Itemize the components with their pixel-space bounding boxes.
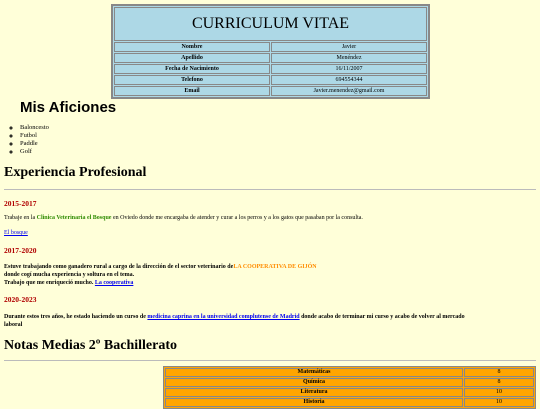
divider (4, 360, 536, 361)
cv-title: CURRICULUM VITAE (114, 7, 427, 41)
hobbies-list (8, 124, 49, 156)
cv-row-nombre (114, 42, 427, 52)
subject-cell: Literatura (165, 388, 463, 397)
experiencia-heading: Experiencia Profesional (4, 165, 147, 180)
cv-row-telefono (114, 75, 427, 85)
cv-table (111, 4, 430, 99)
cv-label: Telefono (114, 75, 270, 85)
grade-cell: 8 (464, 378, 534, 387)
subject-cell: Matemáticas (165, 368, 463, 377)
text: donde cogí mucha experiencia y soltura en el tema. (4, 272, 135, 278)
aficiones-heading: Mis Aficiones (20, 99, 117, 116)
experience-text (4, 263, 534, 287)
grade-cell: 10 (464, 388, 534, 397)
cv-label: Nombre (114, 42, 270, 52)
text: Estuve trabajando como ganadero rural a cargo de la dirección de el sector veterinario de (4, 264, 234, 270)
text: en Oviedo donde me encargaba de atender y curar a los perros y a los gatos que pasaban por la consulta. (111, 215, 363, 221)
cv-value: Javier.menendez@gmail.com (271, 86, 427, 96)
subject-cell: Química (165, 378, 463, 387)
list-item: ◦ Paddle (20, 140, 49, 148)
text: Trabajo que me enriqueció mucho. (4, 280, 95, 286)
cv-value: Javier (271, 42, 427, 52)
list-item: ◦ Baloncesto (20, 124, 49, 132)
experience-text (4, 313, 534, 329)
table-row (165, 368, 534, 377)
year-heading: 2015-2017 (4, 199, 37, 208)
cv-label: Fecha de Nacimiento (114, 64, 270, 74)
cv-label: Apellido (114, 53, 270, 63)
notas-table (163, 366, 536, 409)
cooperativa-name: LA COOPERATIVA DE GIJÓN (233, 264, 317, 270)
text: Trabaje en la (4, 215, 37, 221)
table-row (165, 398, 534, 407)
cv-value: 16/11/2007 (271, 64, 427, 74)
list-item: ◦ Golf (20, 148, 49, 156)
text: Durante estos tres años, he estado haciendo un curso de (4, 314, 148, 320)
year-heading: 2017-2020 (4, 246, 37, 255)
text: laboral (4, 322, 23, 328)
notas-heading: Notas Medias 2º Bachillerato (4, 338, 177, 353)
grade-cell: 8 (464, 368, 534, 377)
year-heading: 2020-2023 (4, 295, 37, 304)
table-row (165, 388, 534, 397)
clinic-name: Clinica Veterinaria el Bosque (36, 215, 112, 221)
cv-value: Menéndez (271, 53, 427, 63)
cv-row-email (114, 86, 427, 96)
cv-value: 694554344 (271, 75, 427, 85)
list-item: ◦ Futbol (20, 132, 49, 140)
link-line (4, 229, 534, 237)
cv-label: Email (114, 86, 270, 96)
experience-text (4, 214, 534, 222)
divider (4, 189, 536, 190)
link-medicina-caprina[interactable]: medicina caprina en la universidad complutense de Madrid (147, 314, 300, 320)
link-el-bosque[interactable]: El bosque (4, 230, 28, 236)
grade-cell: 10 (464, 398, 534, 407)
cv-row-apellido (114, 53, 427, 63)
text: donde acabo de terminar mi curso y acabo de volver al mercado (299, 314, 465, 320)
cv-row-fecha (114, 64, 427, 74)
table-row (165, 378, 534, 387)
subject-cell: Historia (165, 398, 463, 407)
link-la-cooperativa[interactable]: La cooperativa (94, 280, 134, 286)
